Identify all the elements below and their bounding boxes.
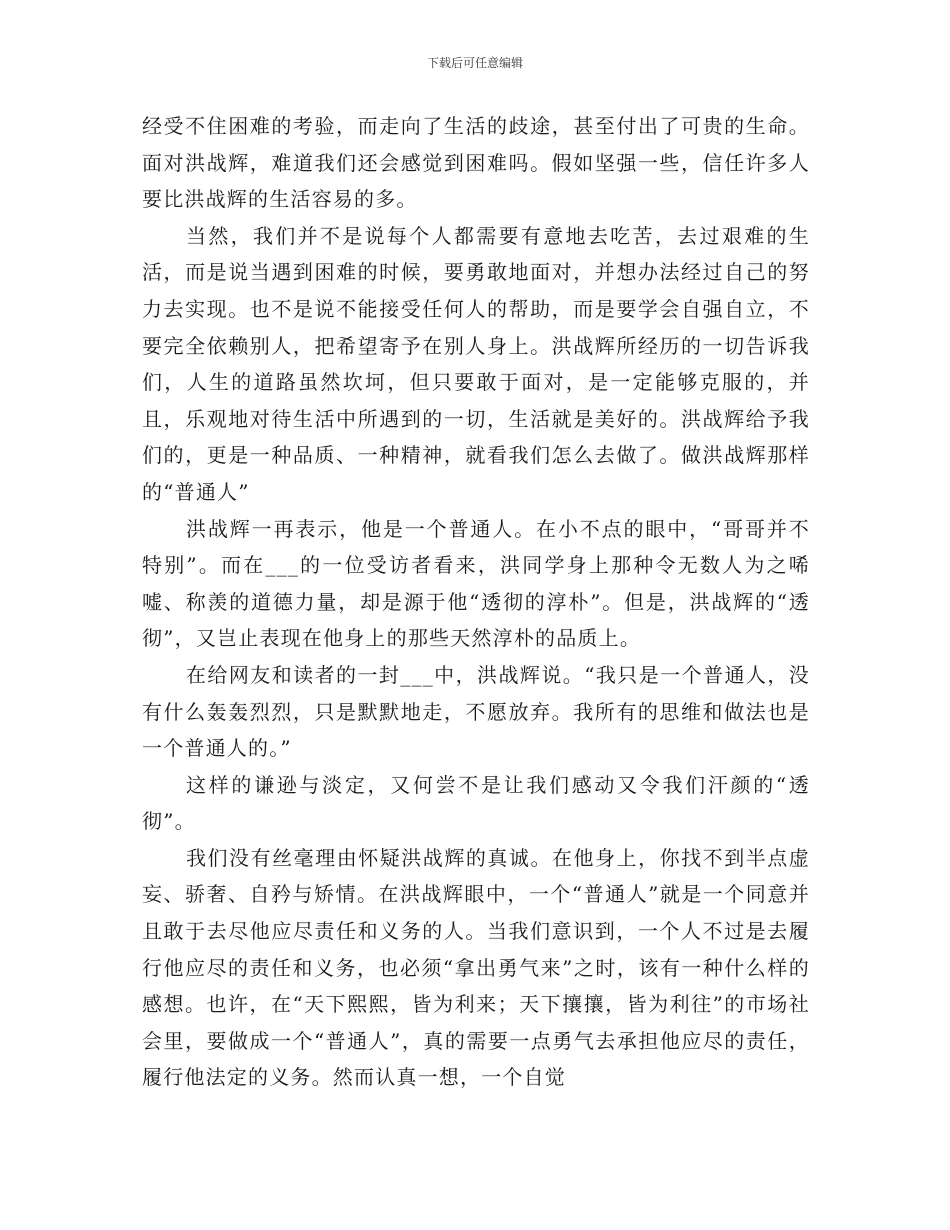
paragraph-1: 经受不住困难的考验，而走向了生活的歧途，甚至付出了可贵的生命。面对洪战辉，难道我们还会感觉到困难吗。假如坚强一些，信任许多人要比洪战辉的生活容易的多。 [142,114,810,212]
paragraph-6: 我们没有丝毫理由怀疑洪战辉的真诚。在他身上，你找不到半点虚妄、骄奢、自矜与矫情。在洪战辉眼中，一个“普通人”就是一个同意并且敢于去尽他应尽责任和义务的人。当我们意识到，一个人不过是去履行他应尽的责任和义务，也必须“拿出勇气来”之时，该有一种什么样的感想。也许，在“天下熙熙，皆为利来；天下攘攘，皆为利往”的市场社会里，要做成一个“普通人”，真的需要一点勇气去承担他应尽的责任，履行他法定的义务。然而认真一想，一个自觉 [142,845,810,1090]
page-header: 下载后可任意编辑 [426,56,523,70]
paragraph-4: 在给网友和读者的一封___中，洪战辉说。“我只是一个普通人，没有什么轰轰烈烈，只是默默地走，不愿放弃。我所有的思维和做法也是一个普通人的。” [142,662,810,761]
paragraph-5: 这样的谦逊与淡定，又何尝不是让我们感动又令我们汗颜的“透彻”。 [142,772,810,834]
paragraph-2: 当然，我们并不是说每个人都需要有意地去吃苦，去过艰难的生活，而是说当遇到困难的时候，要勇敢地面对，并想办法经过自己的努力去实现。也不是说不能接受任何人的帮助，而是要学会自强自立，不要完全依赖别人，把希望寄予在别人身上。洪战辉所经历的一切告诉我们，人生的道路虽然坎坷，但只要敢于面对，是一定能够克服的，并且，乐观地对待生活中所遇到的一切，生活就是美好的。洪战辉给予我们的，更是一种品质、一种精神，就看我们怎么去做了。做洪战辉那样的“普通人” [142,223,810,504]
paragraph-3: 洪战辉一再表示，他是一个普通人。在小不点的眼中，“哥哥并不特别”。而在___的一位受访者看来，洪同学身上那种令无数人为之唏嘘、称羡的道德力量，却是源于他“透彻的淳朴”。但是，洪战辉的“透彻”，又岂止表现在他身上的那些天然淳朴的品质上。 [142,516,810,651]
document-body [142,108,810,1096]
